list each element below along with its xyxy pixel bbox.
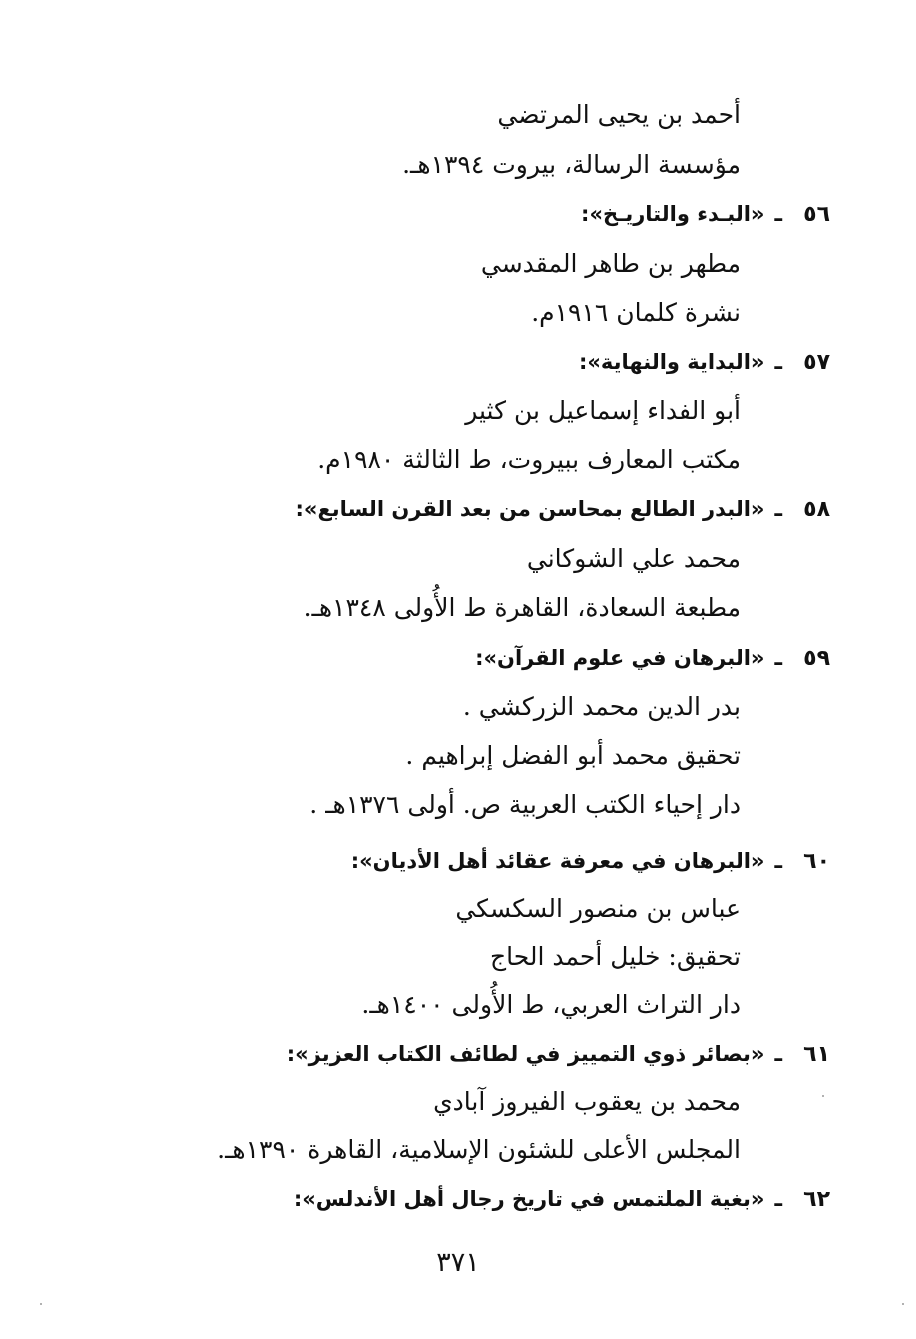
- page-number: ٣٧١: [436, 1247, 480, 1278]
- publisher-line: مكتب المعارف ببيروت، ط الثالثة ١٩٨٠م.: [317, 445, 741, 474]
- publisher-line: نشرة كلمان ١٩١٦م.: [531, 298, 741, 327]
- author-line: محمد علي الشوكاني: [526, 544, 741, 573]
- entry-number: ٥٧: [803, 350, 830, 375]
- entry-number: ٥٦: [803, 202, 830, 227]
- entry-heading-56: [581, 197, 830, 231]
- entry-number: ٥٩: [803, 646, 830, 671]
- publisher-line: دار التراث العربي، ط الأُولى ١٤٠٠هـ.: [361, 990, 741, 1019]
- editor-line: تحقيق: خليل أحمد الحاج: [489, 942, 741, 971]
- entry-title: «بغية الملتمس في تاريخ رجال أهل الأندلس»:: [293, 1187, 765, 1211]
- entry-heading-60: [351, 844, 830, 878]
- author-line: أبو الفداء إسماعيل بن كثير: [465, 396, 741, 425]
- entry-heading-57: [579, 345, 830, 379]
- entry-heading-58: [295, 492, 830, 526]
- entry-number: ٦٢: [803, 1187, 830, 1212]
- entry-heading-61: [287, 1037, 830, 1071]
- entry-dash: ـ: [774, 497, 782, 522]
- editor-line: تحقيق محمد أبو الفضل إبراهيم .: [405, 741, 741, 770]
- author-line: أحمد بن يحيى المرتضي: [497, 100, 741, 129]
- publisher-line: المجلس الأعلى للشئون الإسلامية، القاهرة ١٣٩٠هـ.: [217, 1135, 741, 1164]
- entry-dash: ـ: [774, 849, 782, 874]
- entry-title: «البرهان في علوم القرآن»:: [475, 646, 765, 670]
- entry-title: «البرهان في معرفة عقائد أهل الأديان»:: [350, 849, 765, 873]
- publisher-line: دار إحياء الكتب العربية ص. أولى ١٣٧٦هـ .: [309, 790, 741, 819]
- entry-number: ٥٨: [803, 497, 830, 522]
- entry-title: «البدر الطالع بمحاسن من بعد القرن السابع»:: [295, 497, 765, 521]
- author-line: عباس بن منصور السكسكي: [455, 894, 741, 923]
- entry-heading-62: [294, 1182, 830, 1216]
- entry-heading-59: [475, 641, 830, 675]
- scan-speck: [822, 1095, 824, 1097]
- author-line: مطهر بن طاهر المقدسي: [480, 249, 741, 278]
- entry-dash: ـ: [774, 1042, 782, 1067]
- entry-title: «البـدء والتاريـخ»:: [581, 202, 765, 226]
- entry-title: «البداية والنهاية»:: [578, 350, 765, 374]
- author-line: بدر الدين محمد الزركشي .: [462, 692, 741, 721]
- entry-dash: ـ: [774, 202, 782, 227]
- publisher-line: مؤسسة الرسالة، بيروت ١٣٩٤هـ.: [402, 150, 741, 179]
- scan-speck: [902, 1303, 904, 1305]
- entry-number: ٦١: [803, 1042, 830, 1067]
- author-line: محمد بن يعقوب الفيروز آبادي: [433, 1087, 741, 1116]
- publisher-line: مطبعة السعادة، القاهرة ط الأُولى ١٣٤٨هـ.: [303, 593, 741, 622]
- entry-dash: ـ: [774, 350, 782, 375]
- entry-number: ٦٠: [803, 849, 830, 874]
- entry-dash: ـ: [774, 646, 782, 671]
- scan-speck: [40, 1303, 42, 1305]
- entry-title: «بصائر ذوي التمييز في لطائف الكتاب العزيز»:: [286, 1042, 765, 1066]
- entry-dash: ـ: [774, 1187, 782, 1212]
